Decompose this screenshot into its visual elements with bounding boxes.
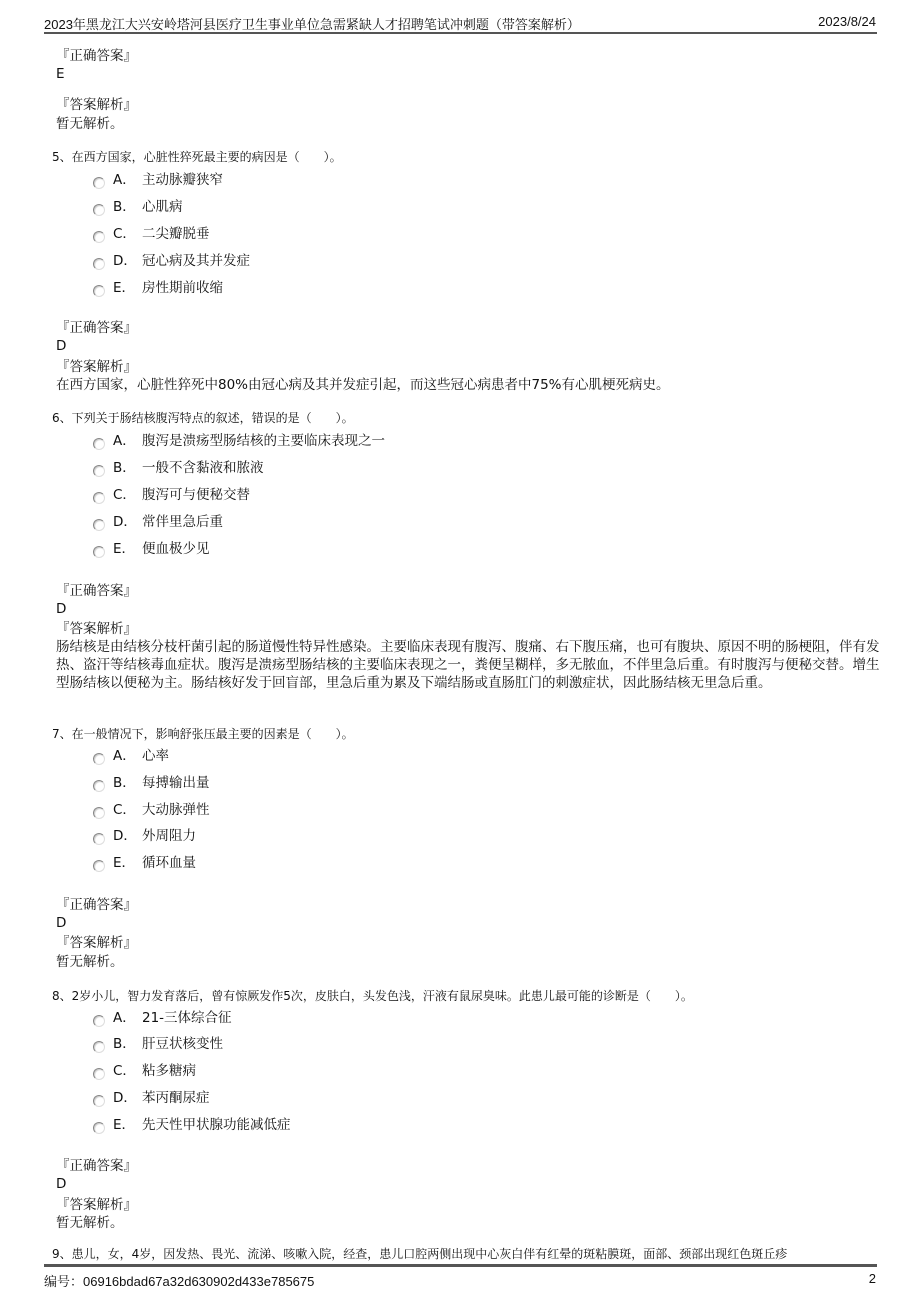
option-text: 腹泻可与便秘交替 bbox=[142, 487, 250, 503]
option-letter: A． bbox=[113, 433, 136, 449]
option-letter: D． bbox=[113, 1090, 137, 1106]
option-text: 苯丙酮尿症 bbox=[142, 1090, 210, 1106]
option-b[interactable] bbox=[93, 1035, 223, 1053]
option-letter: C． bbox=[113, 802, 136, 818]
analysis-label: 『答案解析』 bbox=[56, 359, 137, 375]
option-text: 粘多糖病 bbox=[142, 1063, 196, 1079]
correct-answer-label: 『正确答案』 bbox=[56, 320, 137, 336]
radio-button-icon[interactable] bbox=[93, 546, 105, 558]
option-letter: C． bbox=[113, 487, 136, 503]
option-text: 21-三体综合征 bbox=[142, 1010, 232, 1026]
option-b[interactable] bbox=[93, 774, 210, 792]
analysis-label: 『答案解析』 bbox=[56, 97, 137, 113]
analysis-label: 『答案解析』 bbox=[56, 1197, 137, 1213]
correct-answer-label: 『正确答案』 bbox=[56, 897, 137, 913]
option-letter: D． bbox=[113, 514, 137, 530]
radio-button-icon[interactable] bbox=[93, 753, 105, 765]
radio-button-icon[interactable] bbox=[93, 519, 105, 531]
option-text: 常伴里急后重 bbox=[142, 514, 223, 530]
option-c[interactable] bbox=[93, 486, 250, 504]
document-id: 编号：06916bdad67a32d630902d433e785675 bbox=[44, 1274, 315, 1289]
option-d[interactable] bbox=[93, 513, 223, 531]
radio-button-icon[interactable] bbox=[93, 807, 105, 819]
option-a[interactable] bbox=[93, 171, 223, 189]
option-text: 肝豆状核变性 bbox=[142, 1036, 223, 1052]
radio-button-icon[interactable] bbox=[93, 465, 105, 477]
option-letter: C． bbox=[113, 226, 136, 242]
correct-answer-value: D bbox=[56, 915, 67, 931]
radio-button-icon[interactable] bbox=[93, 1068, 105, 1080]
analysis-text: 暂无解析。 bbox=[56, 1215, 124, 1231]
option-c[interactable] bbox=[93, 225, 210, 243]
option-c[interactable] bbox=[93, 1062, 196, 1080]
next-question-stem-partial: 9、患儿，女，4岁，因发热、畏光、流涕、咳嗽入院，经查，患儿口腔两侧出现中心灰白伴有红晕的斑粘膜斑，面部、颈部出现红色斑丘疹 bbox=[52, 1247, 788, 1261]
correct-answer-value: D bbox=[56, 338, 67, 354]
option-text: 二尖瓣脱垂 bbox=[142, 226, 210, 242]
option-text: 大动脉弹性 bbox=[142, 802, 210, 818]
option-c[interactable] bbox=[93, 801, 210, 819]
option-letter: B． bbox=[113, 460, 136, 476]
analysis-text: 暂无解析。 bbox=[56, 954, 124, 970]
option-a[interactable] bbox=[93, 747, 169, 765]
option-letter: A． bbox=[113, 1010, 136, 1026]
option-letter: E． bbox=[113, 1117, 136, 1133]
radio-button-icon[interactable] bbox=[93, 492, 105, 504]
option-text: 房性期前收缩 bbox=[142, 280, 223, 296]
radio-button-icon[interactable] bbox=[93, 1095, 105, 1107]
option-text: 心肌病 bbox=[142, 199, 183, 215]
radio-button-icon[interactable] bbox=[93, 1122, 105, 1134]
radio-button-icon[interactable] bbox=[93, 204, 105, 216]
correct-answer-label: 『正确答案』 bbox=[56, 48, 137, 64]
question-stem: 5、在西方国家，心脏性猝死最主要的病因是（ ）。 bbox=[52, 150, 342, 164]
option-text: 先天性甲状腺功能减低症 bbox=[142, 1117, 291, 1133]
option-text: 心率 bbox=[142, 748, 169, 764]
page-number: 2 bbox=[868, 1271, 876, 1286]
radio-button-icon[interactable] bbox=[93, 177, 105, 189]
radio-button-icon[interactable] bbox=[93, 1041, 105, 1053]
header-divider bbox=[44, 32, 877, 34]
option-e[interactable] bbox=[93, 1116, 291, 1134]
option-text: 循环血量 bbox=[142, 855, 196, 871]
analysis-text: 暂无解析。 bbox=[56, 116, 124, 132]
option-a[interactable] bbox=[93, 432, 385, 450]
radio-button-icon[interactable] bbox=[93, 860, 105, 872]
analysis-text: 在西方国家，心脏性猝死中80%由冠心病及其并发症引起，而这些冠心病患者中75%有心肌梗死病史。 bbox=[56, 377, 670, 393]
question-stem: 8、2岁小儿，智力发育落后，曾有惊厥发作5次，皮肤白，头发色浅，汗液有鼠尿臭味。此患儿最可能的诊断是（ ）。 bbox=[52, 989, 693, 1003]
option-d[interactable] bbox=[93, 827, 196, 845]
correct-answer-label: 『正确答案』 bbox=[56, 1158, 137, 1174]
option-letter: C． bbox=[113, 1063, 136, 1079]
question-stem: 7、在一般情况下，影响舒张压最主要的因素是（ ）。 bbox=[52, 727, 354, 741]
correct-answer-value: E bbox=[56, 66, 65, 82]
correct-answer-value: D bbox=[56, 1176, 67, 1192]
radio-button-icon[interactable] bbox=[93, 1015, 105, 1027]
radio-button-icon[interactable] bbox=[93, 438, 105, 450]
option-letter: A． bbox=[113, 172, 136, 188]
radio-button-icon[interactable] bbox=[93, 258, 105, 270]
correct-answer-value: D bbox=[56, 601, 67, 617]
option-letter: B． bbox=[113, 775, 136, 791]
analysis-label: 『答案解析』 bbox=[56, 621, 137, 637]
option-a[interactable] bbox=[93, 1009, 232, 1027]
radio-button-icon[interactable] bbox=[93, 231, 105, 243]
option-b[interactable] bbox=[93, 459, 264, 477]
option-b[interactable] bbox=[93, 198, 183, 216]
radio-button-icon[interactable] bbox=[93, 285, 105, 297]
document-title: 2023年黑龙江大兴安岭塔河县医疗卫生事业单位急需紧缺人才招聘笔试冲刺题（带答案解析） bbox=[44, 17, 580, 32]
option-letter: D． bbox=[113, 253, 137, 269]
option-d[interactable] bbox=[93, 1089, 210, 1107]
document-date: 2023/8/24 bbox=[818, 14, 876, 29]
option-text: 便血极少见 bbox=[142, 541, 210, 557]
option-text: 冠心病及其并发症 bbox=[142, 253, 250, 269]
option-letter: A． bbox=[113, 748, 136, 764]
option-e[interactable] bbox=[93, 540, 210, 558]
radio-button-icon[interactable] bbox=[93, 780, 105, 792]
radio-button-icon[interactable] bbox=[93, 833, 105, 845]
analysis-text: 肠结核是由结核分枝杆菌引起的肠道慢性特异性感染。主要临床表现有腹泻、腹痛、右下腹压痛，也可有腹块、原因不明的肠梗阻，伴有发热、盗汗等结核毒血症状。腹泻是溃疡型肠结核的主要临床表现之一，粪便呈糊样，多无脓血，不伴里急后重。有时腹泻与便秘交替。增生型肠结核以便秘为主。肠结核好发于回盲部，里急后重为累及下端结肠或直肠肛门的刺激症状，因此肠结核无里急后重。 bbox=[56, 639, 880, 691]
option-text: 一般不含黏液和脓液 bbox=[142, 460, 264, 476]
option-text: 每搏输出量 bbox=[142, 775, 210, 791]
option-letter: B． bbox=[113, 199, 136, 215]
analysis-label: 『答案解析』 bbox=[56, 935, 137, 951]
option-e[interactable] bbox=[93, 854, 196, 872]
option-d[interactable] bbox=[93, 252, 250, 270]
option-text: 外周阻力 bbox=[142, 828, 196, 844]
option-letter: E． bbox=[113, 280, 136, 296]
option-letter: B． bbox=[113, 1036, 136, 1052]
option-text: 腹泻是溃疡型肠结核的主要临床表现之一 bbox=[142, 433, 385, 449]
option-e[interactable] bbox=[93, 279, 223, 297]
question-stem: 6、下列关于肠结核腹泻特点的叙述，错误的是（ ）。 bbox=[52, 411, 354, 425]
option-text: 主动脉瓣狭窄 bbox=[142, 172, 223, 188]
correct-answer-label: 『正确答案』 bbox=[56, 583, 137, 599]
option-letter: E． bbox=[113, 855, 136, 871]
watermark: www.zixin.com.cn bbox=[400, 480, 795, 536]
option-letter: E． bbox=[113, 541, 136, 557]
option-letter: D． bbox=[113, 828, 137, 844]
footer-divider bbox=[44, 1264, 877, 1267]
